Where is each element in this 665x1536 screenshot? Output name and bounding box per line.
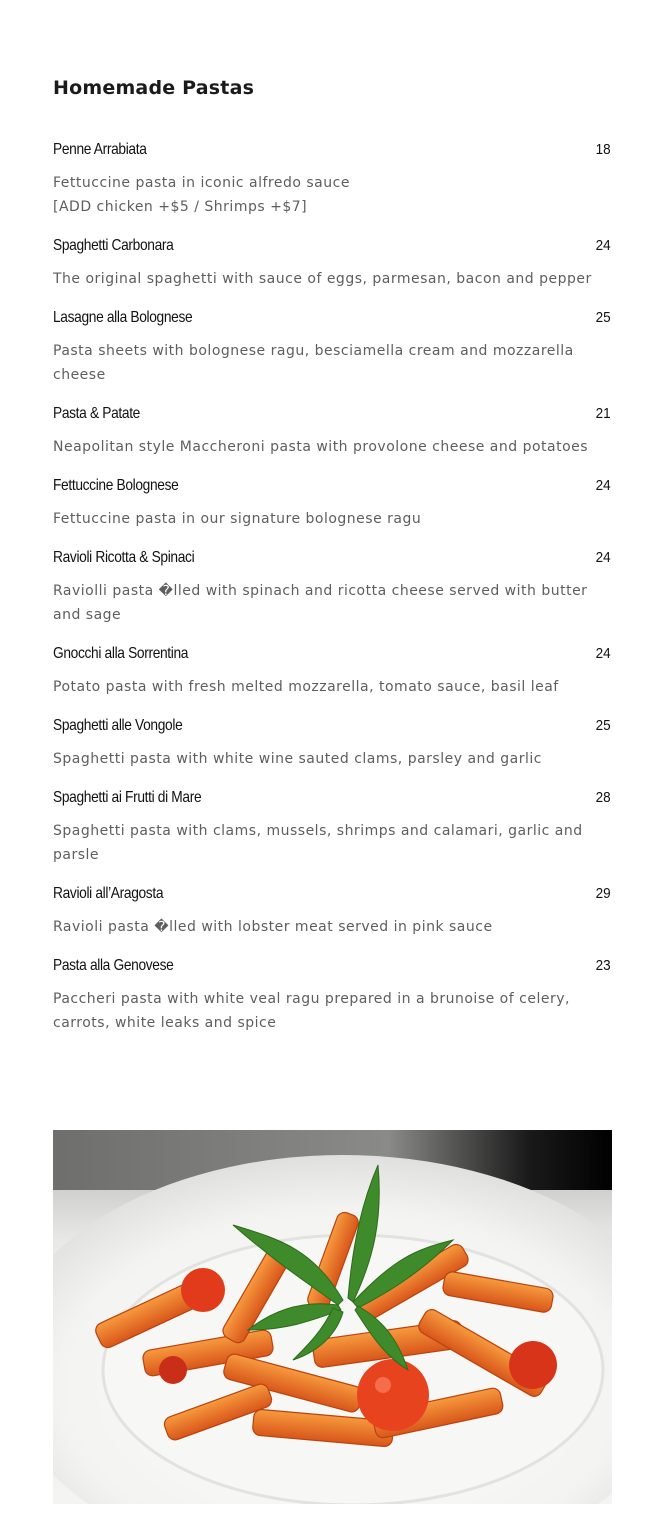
menu-item — [53, 549, 611, 627]
menu-item-description-line: Spaghetti pasta with clams, mussels, shrimps and calamari, garlic and parsle — [53, 823, 583, 863]
menu-item-price: 24 — [595, 549, 611, 566]
menu-item-name: Spaghetti Carbonara — [53, 237, 174, 254]
menu-item-header — [53, 645, 611, 669]
menu-item-description — [53, 339, 613, 387]
menu-item-price: 25 — [595, 309, 611, 326]
menu-item — [53, 645, 611, 699]
penne-arrabiata-photo — [53, 1130, 612, 1504]
menu-item-description-line: Paccheri pasta with white veal ragu prepared in a brunoise of celery, carrots, white leaks and spice — [53, 991, 570, 1031]
menu-item-price: 18 — [595, 141, 611, 158]
menu-item-header — [53, 789, 611, 813]
menu-item-name: Ravioli all’Aragosta — [53, 885, 164, 902]
menu-item-description-line: [ADD chicken +$5 / Shrimps +$7] — [53, 199, 308, 215]
menu-item-description — [53, 747, 613, 771]
menu-item-name: Spaghetti alle Vongole — [53, 717, 183, 734]
menu-item-header — [53, 477, 611, 501]
menu-item-name: Lasagne alla Bolognese — [53, 309, 193, 326]
menu-item — [53, 957, 611, 1035]
menu-item — [53, 237, 611, 291]
menu-item-name: Ravioli Ricotta & Spinaci — [53, 549, 195, 566]
menu-item-price: 21 — [595, 405, 611, 422]
menu-item-name: Spaghetti ai Frutti di Mare — [53, 789, 202, 806]
menu-list — [53, 141, 611, 1053]
menu-item — [53, 141, 611, 219]
menu-item-description-line: Pasta sheets with bolognese ragu, besciamella cream and mozzarella cheese — [53, 343, 574, 383]
menu-item-price: 23 — [595, 957, 611, 974]
section-title: Homemade Pastas — [53, 77, 255, 99]
menu-item-header — [53, 717, 611, 741]
menu-item-header — [53, 309, 611, 333]
menu-item-header — [53, 237, 611, 261]
menu-item-description-line: Potato pasta with fresh melted mozzarella, tomato sauce, basil leaf — [53, 679, 559, 695]
menu-item-description-line: Spaghetti pasta with white wine sauted clams, parsley and garlic — [53, 751, 542, 767]
menu-item-header — [53, 405, 611, 429]
menu-item-header — [53, 885, 611, 909]
menu-item-name: Gnocchi alla Sorrentina — [53, 645, 189, 662]
menu-item-description-line: Fettuccine pasta in iconic alfredo sauce — [53, 175, 350, 191]
menu-item — [53, 885, 611, 939]
menu-item-description — [53, 579, 613, 627]
menu-item-header — [53, 549, 611, 573]
menu-item-description — [53, 675, 613, 699]
menu-item-description-line: Fettuccine pasta in our signature bolognese ragu — [53, 511, 422, 527]
menu-item-header — [53, 957, 611, 981]
menu-item-description — [53, 507, 613, 531]
menu-item-description-line: Raviolli pasta �lled with spinach and ricotta cheese served with butter and sage — [53, 583, 588, 623]
menu-item — [53, 789, 611, 867]
menu-item-name: Pasta & Patate — [53, 405, 140, 422]
menu-item — [53, 717, 611, 771]
menu-item-header — [53, 141, 611, 165]
menu-item-price: 25 — [595, 717, 611, 734]
menu-item-price: 28 — [595, 789, 611, 806]
menu-item-description — [53, 171, 613, 219]
menu-item-description — [53, 267, 613, 291]
menu-item-price: 24 — [595, 645, 611, 662]
menu-item — [53, 477, 611, 531]
menu-item-price: 29 — [595, 885, 611, 902]
menu-item-description-line: Ravioli pasta �lled with lobster meat served in pink sauce — [53, 919, 493, 935]
menu-item-price: 24 — [595, 477, 611, 494]
menu-item-description — [53, 819, 613, 867]
menu-item-name: Penne Arrabiata — [53, 141, 147, 158]
menu-item-name: Pasta alla Genovese — [53, 957, 174, 974]
menu-item-description — [53, 435, 613, 459]
menu-item-description-line: The original spaghetti with sauce of eggs, parmesan, bacon and pepper — [53, 271, 592, 287]
menu-item-price: 24 — [595, 237, 611, 254]
menu-item-description-line: Neapolitan style Maccheroni pasta with provolone cheese and potatoes — [53, 439, 589, 455]
menu-item-description — [53, 987, 613, 1035]
menu-item-name: Fettuccine Bolognese — [53, 477, 179, 494]
menu-item — [53, 405, 611, 459]
menu-item-description — [53, 915, 613, 939]
menu-item — [53, 309, 611, 387]
